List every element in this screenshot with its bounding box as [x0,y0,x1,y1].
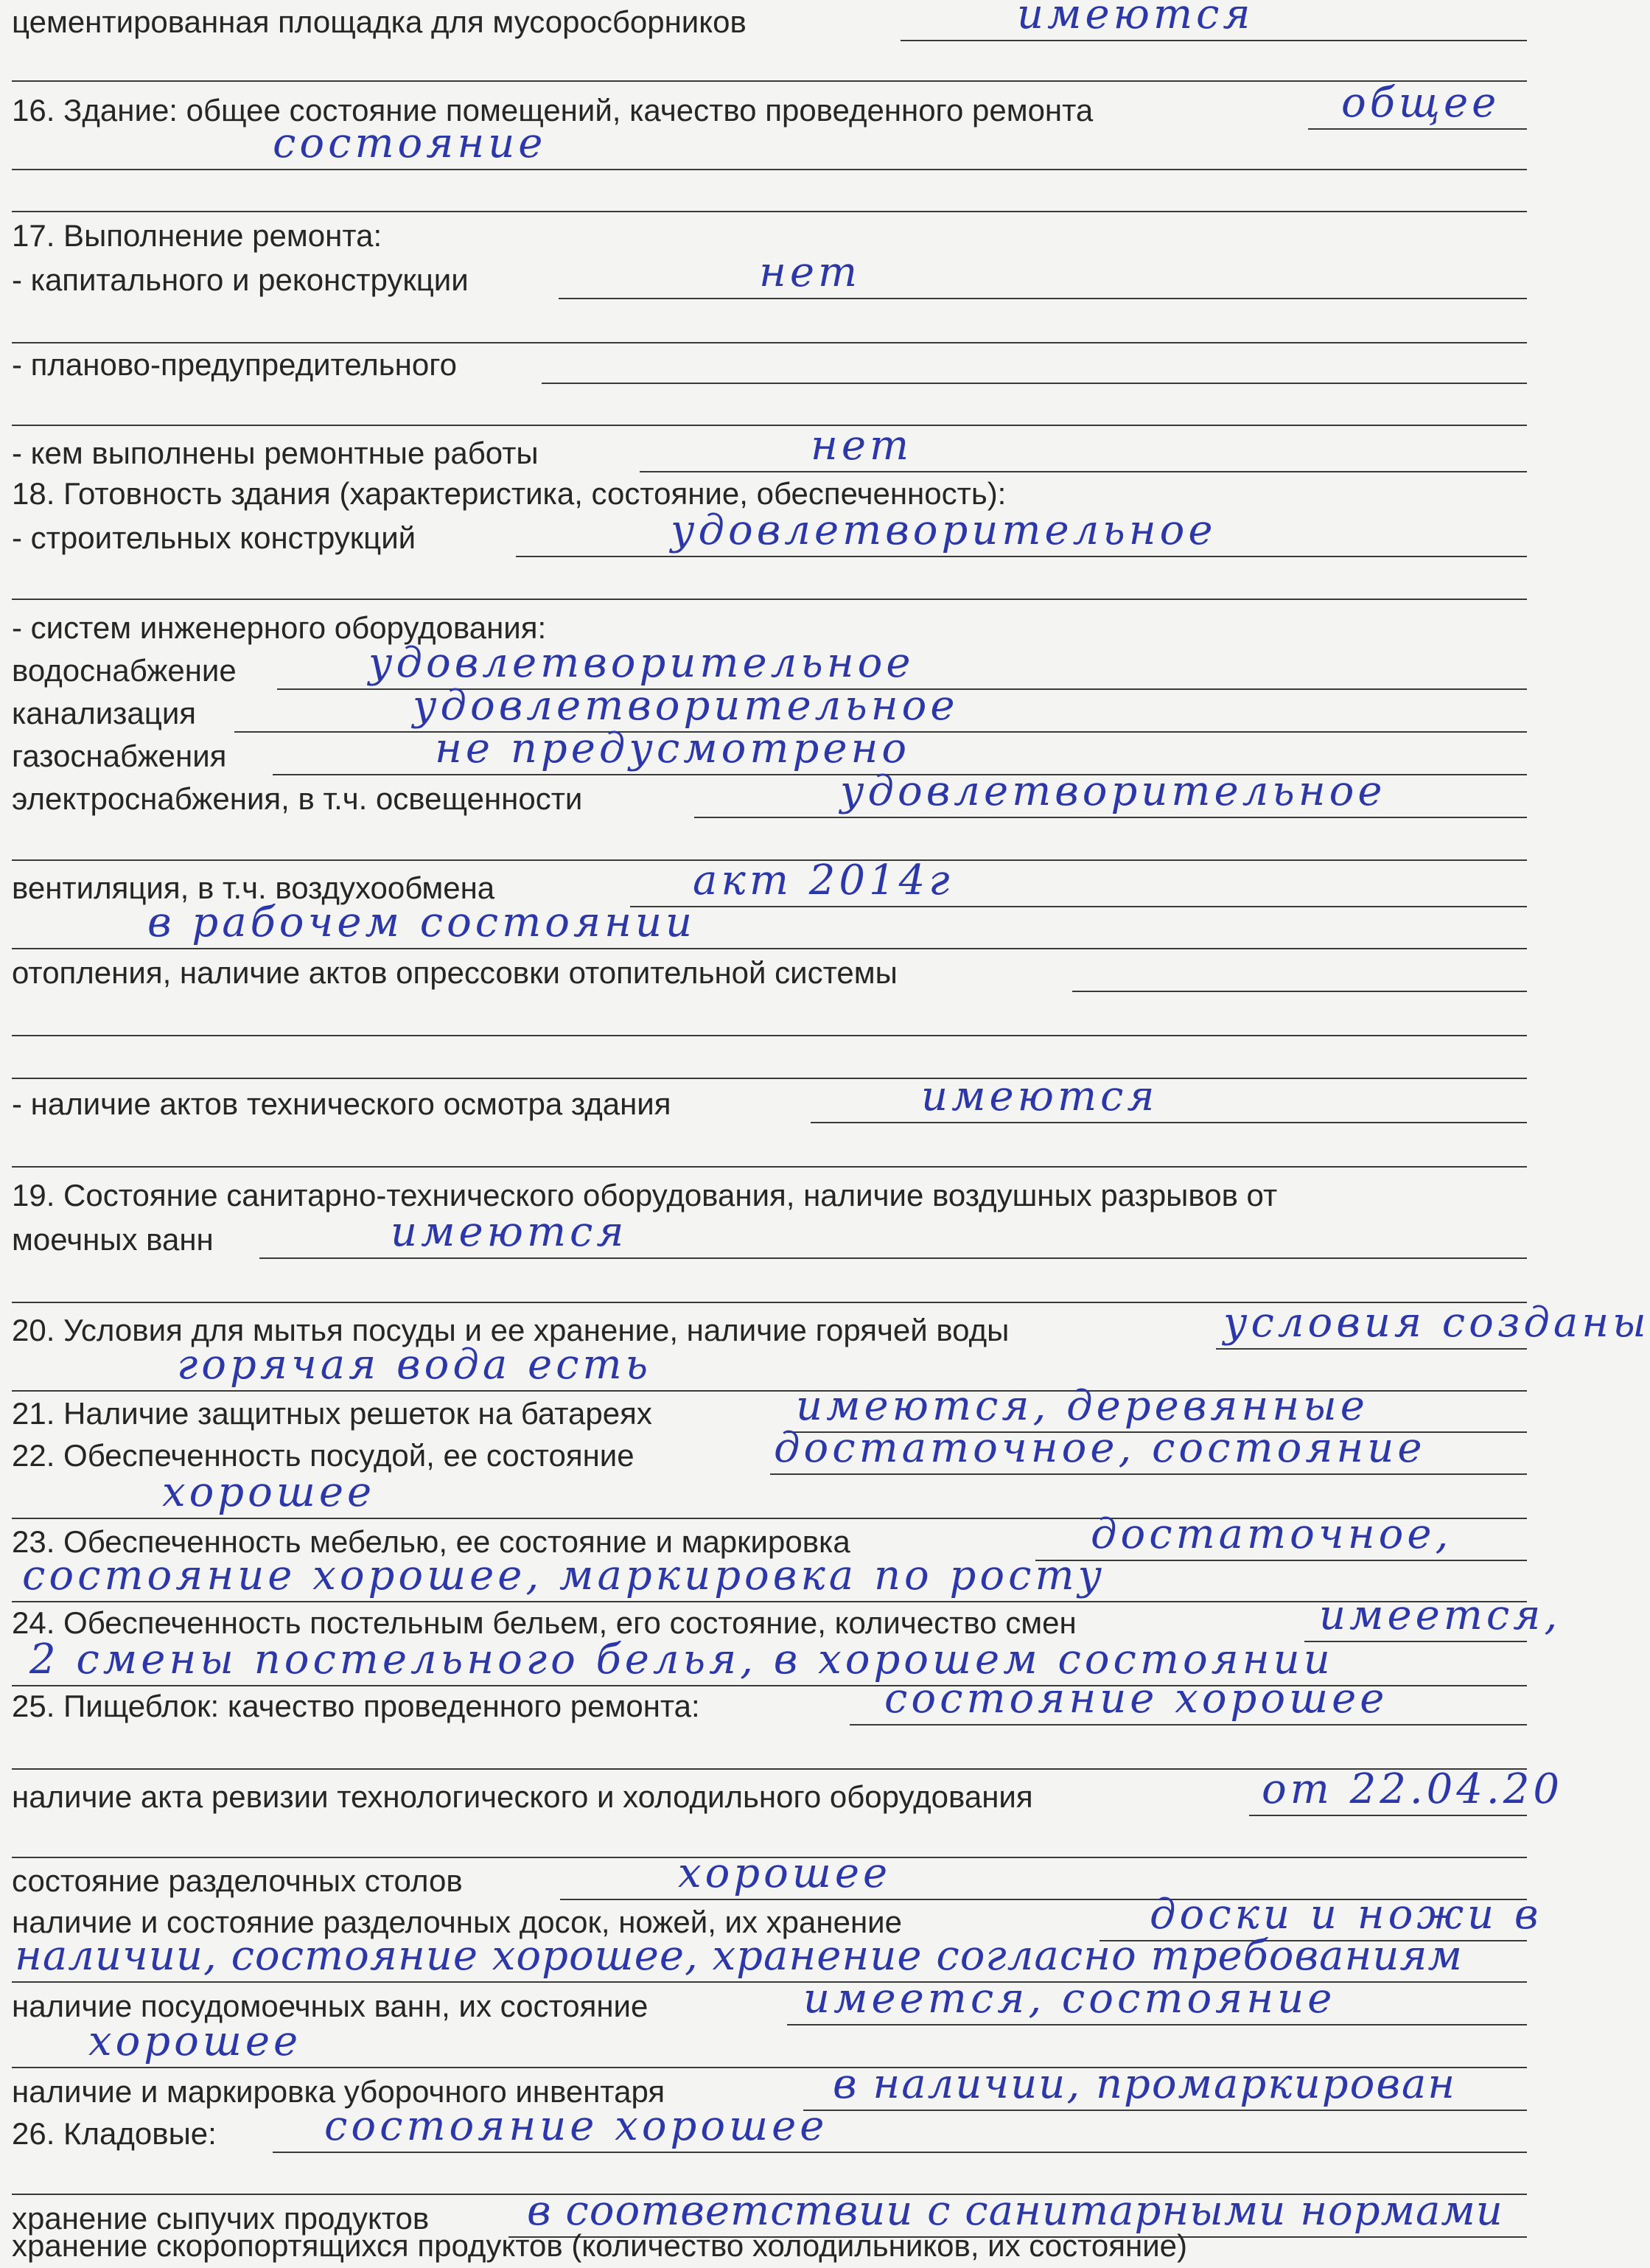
underline [12,211,1527,212]
underline [516,556,1527,557]
label-repair-heading: 17. Выполнение ремонта: [12,218,382,253]
row-building-state [0,79,1560,133]
underline [1249,1815,1527,1816]
underline [850,1724,1527,1726]
label-gas-supply: газоснабжения [12,739,227,773]
underline [787,2024,1527,2026]
value-capital-repair: нет [759,248,861,296]
underline [12,169,1527,170]
label-water-supply: водоснабжение [12,653,237,688]
label-equipment-audit: наличие акта ревизии технологического и холодильного оборудования [12,1779,1033,1814]
value-equipment-audit: от 22.04.20 [1262,1765,1563,1813]
label-tableware: 22. Обеспеченность посудой, ее состояние [12,1438,635,1473]
label-readiness-heading: 18. Готовность здания (характеристика, состояние, обеспеченность): [12,476,1007,511]
label-catering-unit: 25. Пищеблок: качество проведенного ремонта: [12,1689,700,1723]
label-bulk-products: хранение сыпучих продуктов [12,2201,430,2236]
label-cleaning-equipment: наличие и маркировка уборочного инвентаря [12,2074,665,2109]
underline [273,2152,1527,2153]
value-ventilation: акт 2014г [693,856,954,904]
value-storerooms: состояние хорошее [324,2102,828,2150]
blank-row [0,171,1560,215]
label-perishable-products: хранение скоропортящихся продуктов (количество холодильников, их состояние) [12,2228,1187,2263]
label-repair-performer: - кем выполнены ремонтные работы [12,436,539,470]
label-inspection-acts: - наличие актов технического осмотра здания [12,1086,671,1121]
row-ventilation-cont [0,899,1560,952]
label-building-structures: - строительных конструкций [12,520,416,555]
row-building-structures [0,506,1560,560]
row-electricity [0,767,1560,821]
value-cutting-boards-cont: наличии, состояние хорошее, хранение согласно требованиям [15,1932,1463,1980]
row-sanitary-equipment [0,1173,1560,1218]
blank-row [0,1038,1560,1082]
label-dishwashing: 20. Условия для мытья посуды и ее хранение, наличие горячей воды [12,1313,1010,1347]
underline [630,906,1527,907]
value-cleaning-equipment: в наличии, промаркирован [833,2060,1457,2108]
blank-row [0,995,1560,1039]
value-dishwash-baths-cont: хорошее [88,2017,302,2065]
value-sewerage: удовлетворительное [413,682,959,730]
label-electricity: электроснабжения, в т.ч. освещенности [12,781,583,816]
underline [542,383,1527,384]
row-wash-baths [0,1208,1560,1262]
label-dishwash-baths: наличие посудомоечных ванн, их состояние [12,1989,649,2023]
underline [12,1166,1527,1168]
value-bed-linen: имеется, [1319,1591,1562,1639]
value-catering-unit: состояние хорошее [884,1675,1388,1723]
underline [259,1257,1527,1259]
label-building-state: 16. Здание: общее состояние помещений, качество проведенного ремонта [12,93,1094,128]
underline [12,1078,1527,1079]
label-cutting-boards: наличие и состояние разделочных досок, ножей, их хранение [12,1905,902,1939]
value-wash-baths: имеются [391,1208,628,1256]
label-capital-repair: - капитального и реконструкции [12,262,469,297]
label-sewerage: канализация [12,696,197,730]
label-furniture: 23. Обеспеченность мебелью, ее состояние и маркировка [12,1524,850,1559]
value-radiator-guards: имеются, деревянные [796,1382,1368,1430]
value-repair-performer: нет [811,422,913,470]
value-tableware-cont: хорошее [162,1468,376,1516]
label-heating: отопления, наличие актов опрессовки отопительной системы [12,955,898,990]
value-water-supply: удовлетворительное [368,639,915,687]
underline [559,298,1527,299]
underline [1216,1348,1527,1350]
row-catering-unit [0,1675,1560,1728]
row-capital-repair [0,248,1560,302]
underline [811,1122,1527,1123]
blank-row [0,1126,1560,1170]
underline [12,80,1527,82]
value-ventilation-cont: в рабочем состоянии [147,899,696,946]
underline [803,2110,1527,2111]
value-furniture: достаточное, [1091,1510,1453,1558]
row-storerooms [0,2102,1560,2156]
row-building-state-cont [0,119,1560,173]
underline [694,817,1527,818]
value-bed-linen-cont: 2 смены постельного белья, в хорошем состоянии [29,1636,1334,1683]
underline [1304,1641,1527,1642]
value-building-state-cont: состояние [273,119,547,167]
label-sanitary-equipment: 19. Состояние санитарно-технического оборудования, наличие воздушных разрывов от [12,1178,1278,1212]
blank-row [0,302,1560,346]
row-heating [0,951,1560,995]
row-waste-bin-area [0,0,1560,44]
underline [12,948,1527,949]
label-ventilation: вентиляция, в т.ч. воздухообмена [12,870,495,905]
value-cutting-boards: доски и ножи в [1150,1891,1542,1939]
value-tableware: достаточное, состояние [774,1424,1426,1472]
value-bulk-products: в соответствии с санитарными нормами [527,2187,1503,2235]
value-electricity: удовлетворительное [840,767,1386,815]
label-preventive-repair: - планово-предупредительного [12,347,457,382]
label-waste-bin-area: цементированная площадка для мусоросборников [12,4,747,39]
value-furniture-cont: состояние хорошее, маркировка по росту [22,1552,1106,1599]
value-building-structures: удовлетворительное [671,506,1217,554]
blank-row [0,559,1560,603]
value-building-state: общее [1341,79,1500,127]
label-cutting-tables: состояние разделочных столов [12,1863,463,1898]
value-dishwashing-cont: горячая вода есть [177,1341,652,1389]
underline [770,1473,1527,1475]
value-waste-bin-area: имеются [1017,0,1254,38]
row-inspection-acts [0,1072,1560,1126]
label-wash-baths: моечных ванн [12,1222,214,1257]
underline [12,1035,1527,1036]
value-dishwash-baths: имеется, состояние [803,1975,1336,2023]
row-perishable-products [0,2224,1560,2268]
row-preventive-repair [0,343,1560,387]
blank-row [0,385,1560,429]
underline [12,425,1527,426]
row-equipment-audit [0,1765,1563,1819]
value-cutting-tables: хорошее [678,1849,892,1897]
blank-row [0,41,1560,85]
value-inspection-acts: имеются [921,1072,1158,1120]
value-dishwashing: условия созданы [1223,1299,1650,1347]
label-bed-linen: 24. Обеспеченность постельным бельем, его состояние, количество смен [12,1605,1077,1640]
label-storerooms: 26. Кладовые: [12,2116,217,2151]
row-repair-performer [0,422,1560,475]
underline [12,599,1527,600]
underline [1072,991,1527,992]
value-gas-supply: не предусмотрено [435,725,911,772]
label-engineering-systems: - систем инженерного оборудования: [12,610,547,645]
label-radiator-guards: 21. Наличие защитных решеток на батареях [12,1396,652,1431]
